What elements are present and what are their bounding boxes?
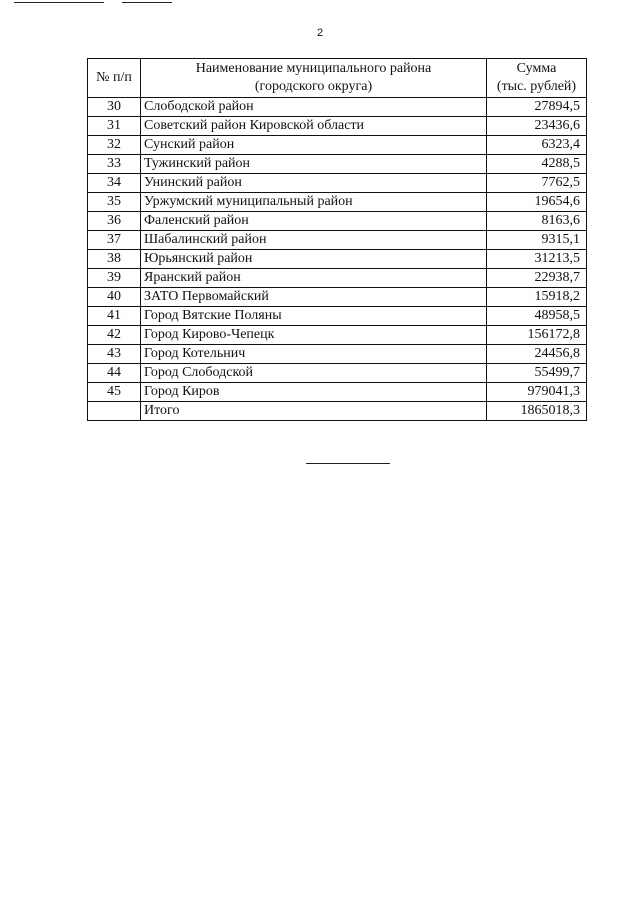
header-name-line1: Наименование муниципального района <box>195 60 432 76</box>
row-sum: 156172,8 <box>487 326 587 345</box>
row-sum: 19654,6 <box>487 193 587 212</box>
row-sum: 7762,5 <box>487 174 587 193</box>
row-sum: 55499,7 <box>487 364 587 383</box>
end-of-document-rule <box>306 463 390 464</box>
row-sum: 979041,3 <box>487 383 587 402</box>
row-num: 40 <box>88 288 141 307</box>
row-name: Фаленский район <box>141 212 487 231</box>
row-num: 45 <box>88 383 141 402</box>
row-sum: 15918,2 <box>487 288 587 307</box>
row-num: 44 <box>88 364 141 383</box>
row-num: 35 <box>88 193 141 212</box>
row-sum: 8163,6 <box>487 212 587 231</box>
row-num: 36 <box>88 212 141 231</box>
row-sum: 24456,8 <box>487 345 587 364</box>
row-num: 43 <box>88 345 141 364</box>
row-num: 41 <box>88 307 141 326</box>
row-sum: 9315,1 <box>487 231 587 250</box>
row-num: 33 <box>88 155 141 174</box>
row-name: Город Киров <box>141 383 487 402</box>
row-name: Уржумский муниципальный район <box>141 193 487 212</box>
table-row <box>88 98 587 117</box>
row-sum: 27894,5 <box>487 98 587 117</box>
row-sum: 48958,5 <box>487 307 587 326</box>
total-label: Итого <box>141 402 487 421</box>
row-num: 38 <box>88 250 141 269</box>
table-row <box>88 136 587 155</box>
row-name: Город Слободской <box>141 364 487 383</box>
row-num: 39 <box>88 269 141 288</box>
row-sum: 22938,7 <box>487 269 587 288</box>
header-name-line2: (городского округа) <box>254 79 373 94</box>
table-row <box>88 326 587 345</box>
row-name: Советский район Кировской области <box>141 117 487 136</box>
table-body <box>88 98 587 421</box>
header-sum-line2: (тыс. рублей) <box>496 79 577 94</box>
table-row <box>88 193 587 212</box>
row-num: 42 <box>88 326 141 345</box>
table-row <box>88 307 587 326</box>
row-name: Город Котельнич <box>141 345 487 364</box>
table-header-row <box>88 59 587 98</box>
table-row <box>88 174 587 193</box>
table-row <box>88 269 587 288</box>
top-rule-right <box>122 2 172 3</box>
header-num: № п/п <box>88 59 141 98</box>
header-sum-line1: Сумма <box>516 60 557 76</box>
total-sum: 1865018,3 <box>487 402 587 421</box>
table-total-row <box>88 402 587 421</box>
table-row <box>88 345 587 364</box>
table-row <box>88 212 587 231</box>
row-name: Шабалинский район <box>141 231 487 250</box>
row-name: Город Кирово-Чепецк <box>141 326 487 345</box>
row-name: Слободской район <box>141 98 487 117</box>
table-row <box>88 155 587 174</box>
row-name: Тужинский район <box>141 155 487 174</box>
row-name: Яранский район <box>141 269 487 288</box>
row-sum: 4288,5 <box>487 155 587 174</box>
table-row <box>88 117 587 136</box>
row-sum: 23436,6 <box>487 117 587 136</box>
table-row <box>88 250 587 269</box>
row-num: 31 <box>88 117 141 136</box>
row-name: Юрьянский район <box>141 250 487 269</box>
row-sum: 6323,4 <box>487 136 587 155</box>
row-name: Сунский район <box>141 136 487 155</box>
table-row <box>88 288 587 307</box>
row-num: 32 <box>88 136 141 155</box>
table-row <box>88 364 587 383</box>
row-num: 37 <box>88 231 141 250</box>
total-num <box>88 402 141 421</box>
top-rule-left <box>14 2 104 3</box>
row-name: Унинский район <box>141 174 487 193</box>
row-num: 34 <box>88 174 141 193</box>
header-sum <box>487 59 587 98</box>
page-number: 2 <box>316 27 324 39</box>
budget-table <box>87 58 587 421</box>
table-row <box>88 231 587 250</box>
header-name <box>141 59 487 98</box>
table-row <box>88 383 587 402</box>
row-sum: 31213,5 <box>487 250 587 269</box>
row-num: 30 <box>88 98 141 117</box>
row-name: ЗАТО Первомайский <box>141 288 487 307</box>
row-name: Город Вятские Поляны <box>141 307 487 326</box>
